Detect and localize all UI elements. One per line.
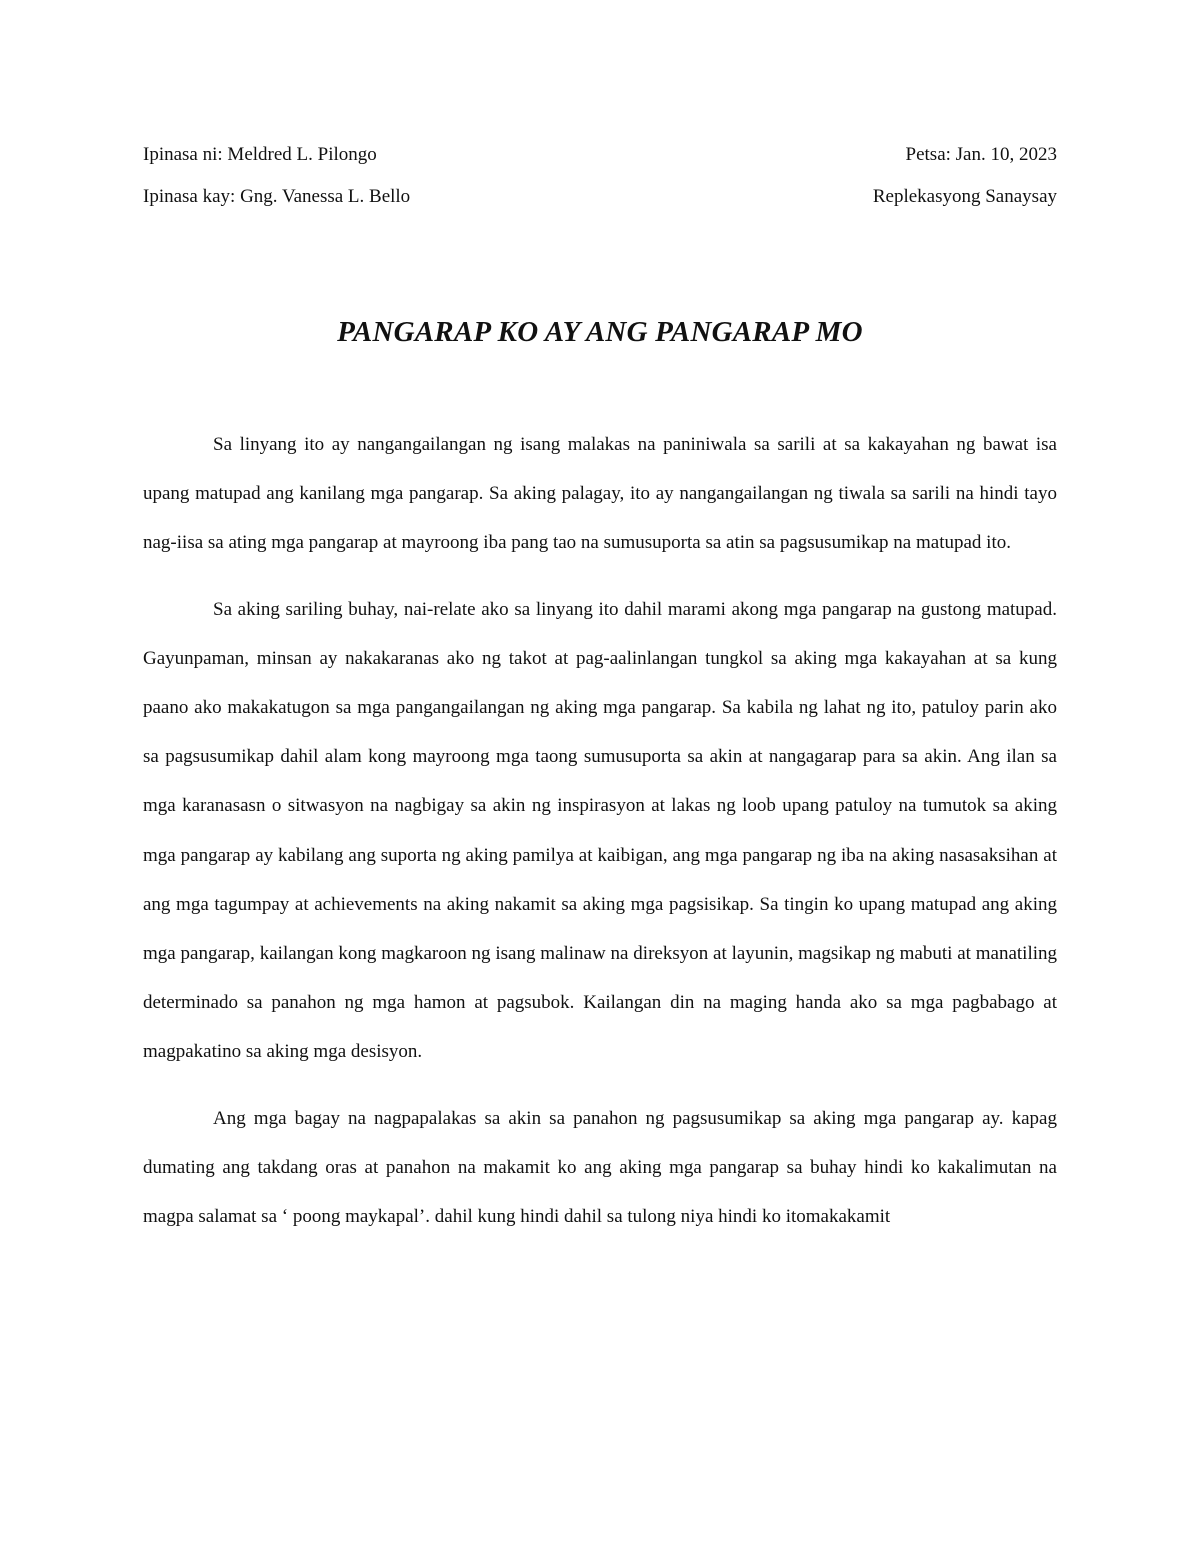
essay-body <box>143 420 1057 1241</box>
header-row-2 <box>143 185 1057 209</box>
submitted-by: Ipinasa ni: Meldred L. Pilongo <box>143 144 377 165</box>
paragraph-3: Ang mga bagay na nagpapalakas sa akin sa panahon ng pagsusumikap sa aking mga pangarap ay. kapag dumating ang takdang oras at panahon na makamit ko ang aking mga pangarap sa buhay hindi ko kakalimutan na magpa salamat sa ‘ poong maykapal’. dahil kung hindi dahil sa tulong niya hindi ko itomakakamit <box>143 1107 1057 1228</box>
paragraph-2: Sa aking sariling buhay, nai-relate ako sa linyang ito dahil marami akong mga pangarap na gustong matupad. Gayunpaman, minsan ay nakakaranas ako ng takot at pag-aalinlangan tungkol sa aking mga kakayahan at sa kung paano ako makakatugon sa mga pangangailangan ng aking mga pangarap. Sa kabila ng lahat ng ito, patuloy parin ako sa pagsusumikap dahil alam kong mayroong mga taong sumusuporta sa akin at nangagarap para sa akin. Ang ilan sa mga karanasasn o sitwasyon na nagbigay sa akin ng inspirasyon at lakas ng loob upang patuloy na tumutok sa aking mga pangarap ay kabilang ang suporta ng aking pamilya at kaibigan, ang mga pangarap ng iba na aking nasasaksihan at ang mga tagumpay at achievements na aking nakamit sa aking mga pagsisikap. Sa tingin ko upang matupad ang aking mga pangarap, kailangan kong magkaroon ng isang malinaw na direksyon at layunin, magsikap ng mabuti at manatiling determinado sa panahon ng mga hamon at pagsubok. Kailangan din na maging handa ako sa mga pagbabago at magpakatino sa aking mga desisyon. <box>143 598 1057 1063</box>
essay-title: PANGARAP KO AY ANG PANGARAP MO <box>337 316 863 348</box>
submitted-to: Ipinasa kay: Gng. Vanessa L. Bello <box>143 186 411 207</box>
header-row-1 <box>143 143 1057 167</box>
paragraph-1: Sa linyang ito ay nangangailangan ng isang malakas na paniniwala sa sarili at sa kakayahan ng bawat isa upang matupad ang kanilang mga pangarap. Sa aking palagay, ito ay nangangailangan ng tiwala sa sarili na hindi tayo nag-iisa sa ating mga pangarap at mayroong iba pang tao na sumusuporta sa atin sa pagsusumikap na matupad ito. <box>143 434 1057 554</box>
document-type: Replekasyong Sanaysay <box>872 186 1057 207</box>
date: Petsa: Jan. 10, 2023 <box>905 144 1057 165</box>
